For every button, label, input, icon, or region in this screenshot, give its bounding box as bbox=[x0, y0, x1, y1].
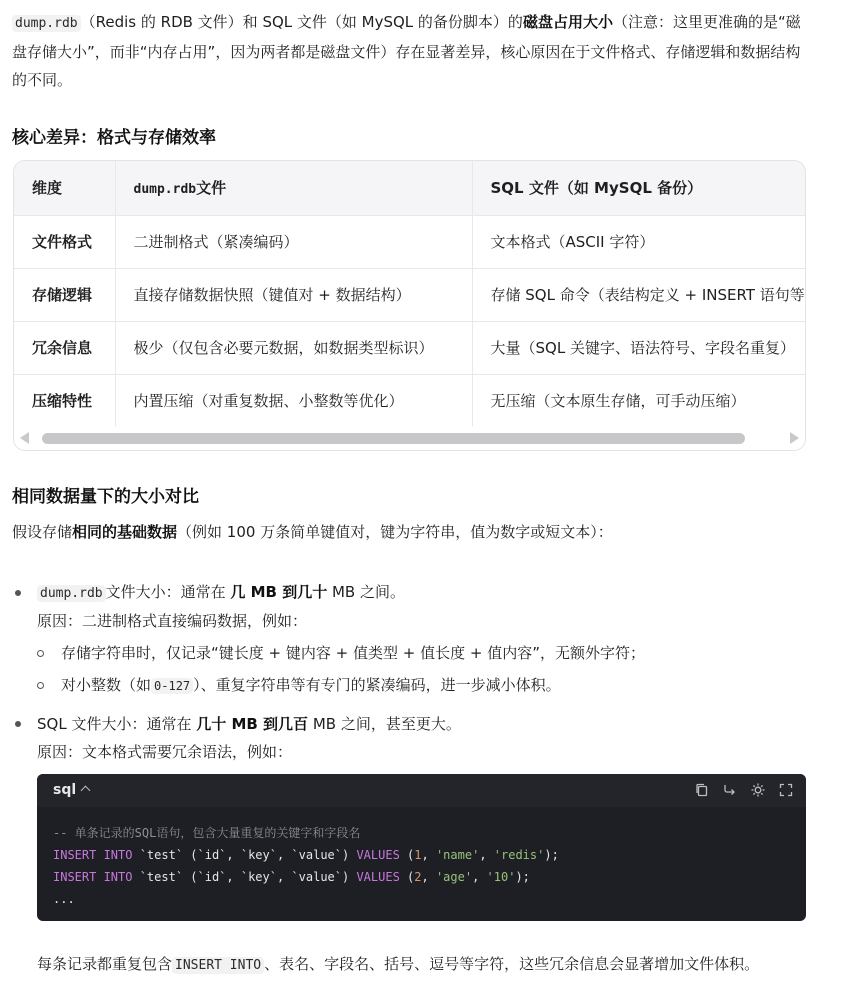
code-text: `test` (`id`, `key`, `value`) bbox=[132, 848, 357, 862]
chevron-up-icon bbox=[81, 786, 91, 796]
section-heading-differences: 核心差异：格式与存储效率 bbox=[12, 128, 216, 148]
code-string: '10' bbox=[486, 870, 516, 884]
intro-text-2: （注意：这里更准确的是“磁盘存储大小”，而非“内存占用”，因为两者都是磁盘文件）存在显著差异，核心原因在于文件格式、存储逻辑和数据结构的不同。 bbox=[12, 13, 801, 89]
inline-code: dump.rdb bbox=[37, 585, 106, 602]
table-cell: 存储 SQL 命令（表结构定义 + INSERT 语句等 bbox=[472, 268, 805, 321]
theme-sun-icon[interactable] bbox=[750, 782, 766, 798]
table-cell: 无压缩（文本原生存储，可手动压缩） bbox=[472, 374, 805, 427]
code-string: 'age' bbox=[435, 870, 473, 884]
bullet-dot-icon bbox=[15, 721, 21, 727]
copy-icon[interactable] bbox=[694, 782, 710, 798]
sub-list-item bbox=[61, 673, 561, 698]
list-item-bold: 几 MB 到几十 bbox=[230, 583, 328, 601]
code-text: , bbox=[479, 848, 494, 862]
scrollbar-thumb[interactable] bbox=[42, 433, 745, 444]
code-text: , bbox=[421, 870, 436, 884]
bullet-ring-icon bbox=[37, 682, 44, 689]
bullet-ring-icon bbox=[37, 650, 44, 657]
table-cell: 冗余信息 bbox=[14, 321, 115, 374]
code-keyword: VALUES bbox=[356, 870, 400, 884]
list-item-text: SQL 文件大小：通常在 bbox=[37, 715, 197, 733]
footer-text-2: 、表名、字段名、括号、逗号等字符，这些冗余信息会显著增加文件体积。 bbox=[264, 955, 760, 973]
table-cell: 二进制格式（紧凑编码） bbox=[115, 215, 472, 268]
table-header-row bbox=[14, 161, 805, 215]
code-keyword: INSERT INTO bbox=[53, 870, 133, 884]
list-item-reason: 原因：二进制格式直接编码数据，例如： bbox=[37, 612, 308, 630]
code-string: 'name' bbox=[435, 848, 480, 862]
scroll-left-arrow-icon[interactable] bbox=[20, 432, 29, 444]
code-block-header bbox=[37, 774, 806, 807]
code-block bbox=[37, 774, 806, 921]
assumption-paragraph bbox=[12, 520, 613, 544]
sub-list-text-2: ）、重复字符串等有专门的紧凑编码，进一步减小体积。 bbox=[193, 676, 561, 694]
table-header-rdb bbox=[115, 161, 472, 215]
table-row bbox=[14, 321, 805, 374]
code-comment: -- 单条记录的SQL语句，包含大量重复的关键字和字段名 bbox=[53, 826, 361, 840]
code-ellipsis: ... bbox=[53, 892, 75, 906]
code-text: `test` (`id`, `key`, `value`) bbox=[132, 870, 357, 884]
code-text: ); bbox=[515, 870, 530, 884]
bullet-dot-icon bbox=[15, 590, 21, 596]
sub-list-item: 存储字符串时，仅记录“键长度 + 键内容 + 值类型 + 值长度 + 值内容”，无额外字符； bbox=[61, 644, 645, 662]
table-header-rdb-code: dump.rdb bbox=[133, 182, 197, 198]
assumption-text: 假设存储 bbox=[12, 523, 73, 541]
list-item-rdb-size bbox=[37, 580, 405, 606]
intro-text: （Redis 的 RDB 文件）和 SQL 文件（如 MySQL 的备份脚本）的 bbox=[80, 13, 523, 31]
list-item-sql-size bbox=[37, 712, 461, 736]
table-row bbox=[14, 215, 805, 268]
code-text: ( bbox=[399, 870, 415, 884]
wrap-icon[interactable] bbox=[722, 782, 738, 798]
comparison-table bbox=[13, 160, 806, 451]
code-text: ( bbox=[399, 848, 415, 862]
intro-paragraph bbox=[12, 8, 812, 94]
code-number: 2 bbox=[414, 870, 422, 884]
table-header-dimension: 维度 bbox=[14, 161, 115, 215]
code-string: 'redis' bbox=[493, 848, 545, 862]
expand-icon[interactable] bbox=[778, 782, 794, 798]
list-item-text-2: MB 之间，甚至更大。 bbox=[308, 715, 461, 733]
inline-code: 0-127 bbox=[151, 678, 193, 694]
code-language-toggle[interactable] bbox=[53, 782, 89, 798]
inline-code: dump.rdb bbox=[12, 15, 81, 32]
list-item-reason: 原因：文本格式需要冗余语法，例如： bbox=[37, 743, 293, 761]
code-keyword: INSERT INTO bbox=[53, 848, 133, 862]
code-content bbox=[37, 807, 806, 910]
table-cell: 压缩特性 bbox=[14, 374, 115, 427]
footer-text: 每条记录都重复包含 bbox=[37, 955, 173, 973]
code-text: ); bbox=[544, 848, 559, 862]
code-text: , bbox=[472, 870, 487, 884]
section-heading-size-comparison: 相同数据量下的大小对比 bbox=[12, 487, 199, 507]
inline-code: INSERT INTO bbox=[172, 957, 264, 974]
code-number: 1 bbox=[414, 848, 422, 862]
table-cell: 文本格式（ASCII 字符） bbox=[472, 215, 805, 268]
table-cell: 直接存储数据快照（键值对 + 数据结构） bbox=[115, 268, 472, 321]
scroll-right-arrow-icon[interactable] bbox=[790, 432, 799, 444]
sub-list-text: 对小整数（如 bbox=[61, 676, 152, 694]
code-text: , bbox=[421, 848, 436, 862]
table-cell: 存储逻辑 bbox=[14, 268, 115, 321]
code-keyword: VALUES bbox=[356, 848, 400, 862]
assumption-text-2: （例如 100 万条简单键值对，键为字符串，值为数字或短文本）： bbox=[177, 523, 613, 541]
list-item-bold: 几十 MB 到几百 bbox=[196, 715, 309, 733]
code-line bbox=[53, 866, 790, 888]
table-row bbox=[14, 374, 805, 427]
list-item-text-2: MB 之间。 bbox=[327, 583, 405, 601]
code-line bbox=[53, 844, 790, 866]
horizontal-scrollbar[interactable] bbox=[14, 426, 805, 450]
list-item-text: 文件大小：通常在 bbox=[105, 583, 231, 601]
footer-paragraph bbox=[37, 952, 759, 978]
intro-bold: 磁盘占用大小 bbox=[522, 13, 613, 31]
table-cell: 内置压缩（对重复数据、小整数等优化） bbox=[115, 374, 472, 427]
code-language-label: sql bbox=[53, 782, 77, 798]
assumption-bold: 相同的基础数据 bbox=[72, 523, 178, 541]
table-cell: 文件格式 bbox=[14, 215, 115, 268]
table-header-sql: SQL 文件（如 MySQL 备份） bbox=[472, 161, 805, 215]
table-cell: 大量（SQL 关键字、语法符号、字段名重复） bbox=[472, 321, 805, 374]
table-header-rdb-suffix: 文件 bbox=[196, 179, 227, 198]
table-cell: 极少（仅包含必要元数据，如数据类型标识） bbox=[115, 321, 472, 374]
table-row bbox=[14, 268, 805, 321]
